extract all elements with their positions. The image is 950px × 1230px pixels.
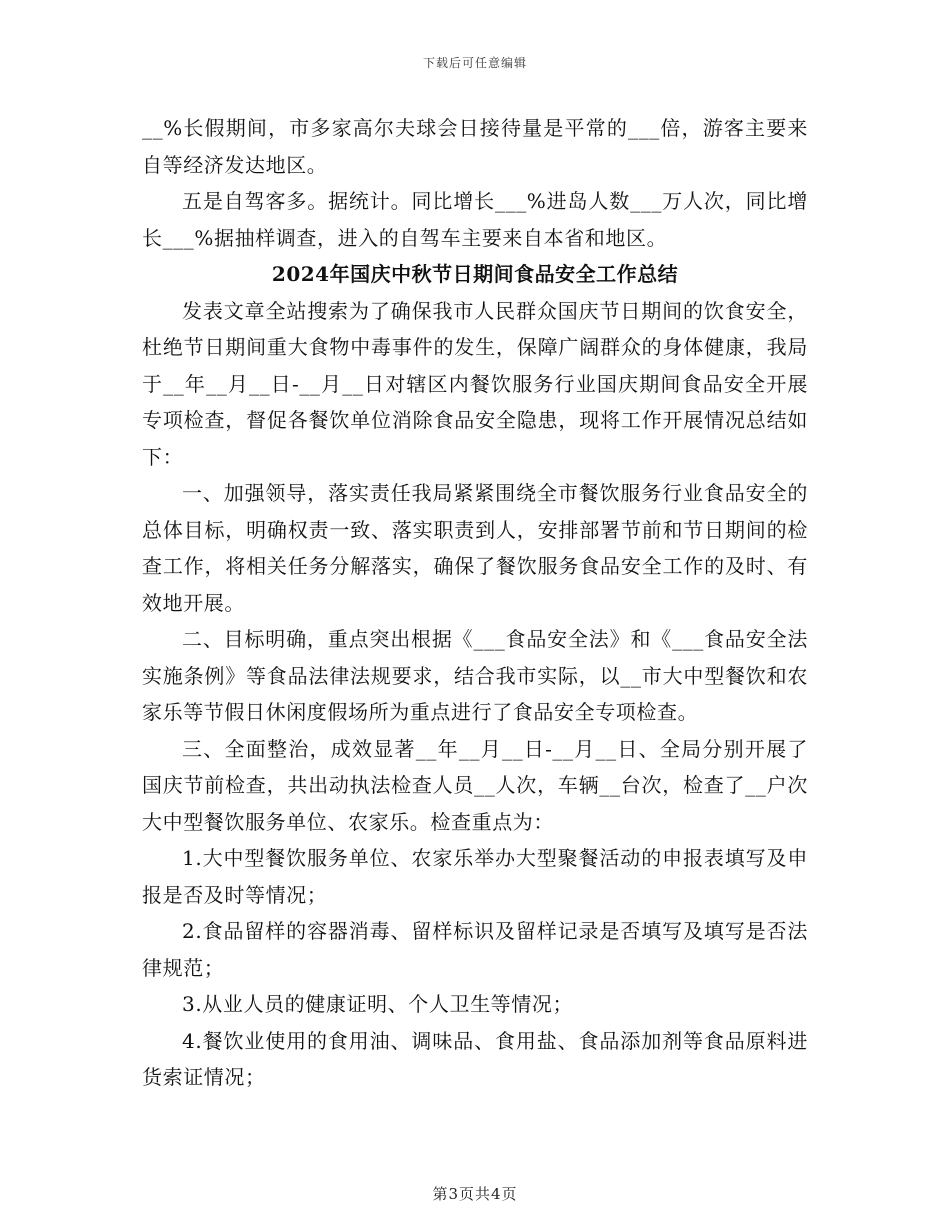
section-2-paragraph: 二、目标明确，重点突出根据《___食品安全法》和《___食品安全法实施条例》等食品法律法规要求，结合我市实际，以__市大中型餐饮和农家乐等节假日休闲度假场所为重点进行了食品安全专项检查。 (142, 627, 808, 724)
document-body (142, 110, 808, 1096)
list-item-4: 4.餐饮业使用的食用油、调味品、食用盐、食品添加剂等食品原料进货索证情况； (142, 1028, 808, 1089)
list-item-2: 2.食品留样的容器消毒、留样标识及留样记录是否填写及填写是否法律规范； (142, 919, 808, 980)
intro-paragraph: 发表文章全站搜索为了确保我市人民群众国庆节日期间的饮食安全，杜绝节日期间重大食物中毒事件的发生，保障广阔群众的身体健康，我局于__年__月__日-__月__日对辖区内餐饮服务行业国庆期间食品安全开展专项检查，督促各餐饮单位消除食品安全隐患，现将工作开展情况总结如下： (142, 298, 808, 469)
list-item-1: 1.大中型餐饮服务单位、农家乐举办大型聚餐活动的申报表填写及申报是否及时等情况； (142, 846, 808, 907)
list-item-3: 3.从业人员的健康证明、个人卫生等情况； (182, 992, 574, 1016)
page-footer: 第3页共4页 (432, 1185, 518, 1203)
document-title: 2024年国庆中秋节日期间食品安全工作总结 (271, 262, 679, 286)
section-1-paragraph: 一、加强领导，落实责任我局紧紧围绕全市餐饮服务行业食品安全的总体目标，明确权责一致、落实职责到人，安排部署节前和节日期间的检查工作，将相关任务分解落实，确保了餐饮服务食品安全工作的及时、有效地开展。 (142, 481, 808, 615)
section-3-paragraph: 三、全面整治，成效显著__年__月__日-__月__日、全局分别开展了国庆节前检查，共出动执法检查人员__人次，车辆__台次，检查了__户次大中型餐饮服务单位、农家乐。检查重点为： (142, 736, 808, 834)
paragraph-1: __%长假期间，市多家高尔夫球会日接待量是平常的___倍，游客主要来自等经济发达地区。 (142, 116, 808, 177)
page-header: 下载后可任意编辑 (422, 56, 527, 70)
paragraph-2: 五是自驾客多。据统计。同比增长___%进岛人数___万人次，同比增长___%据抽样调查，进入的自驾车主要来自本省和地区。 (142, 189, 808, 250)
